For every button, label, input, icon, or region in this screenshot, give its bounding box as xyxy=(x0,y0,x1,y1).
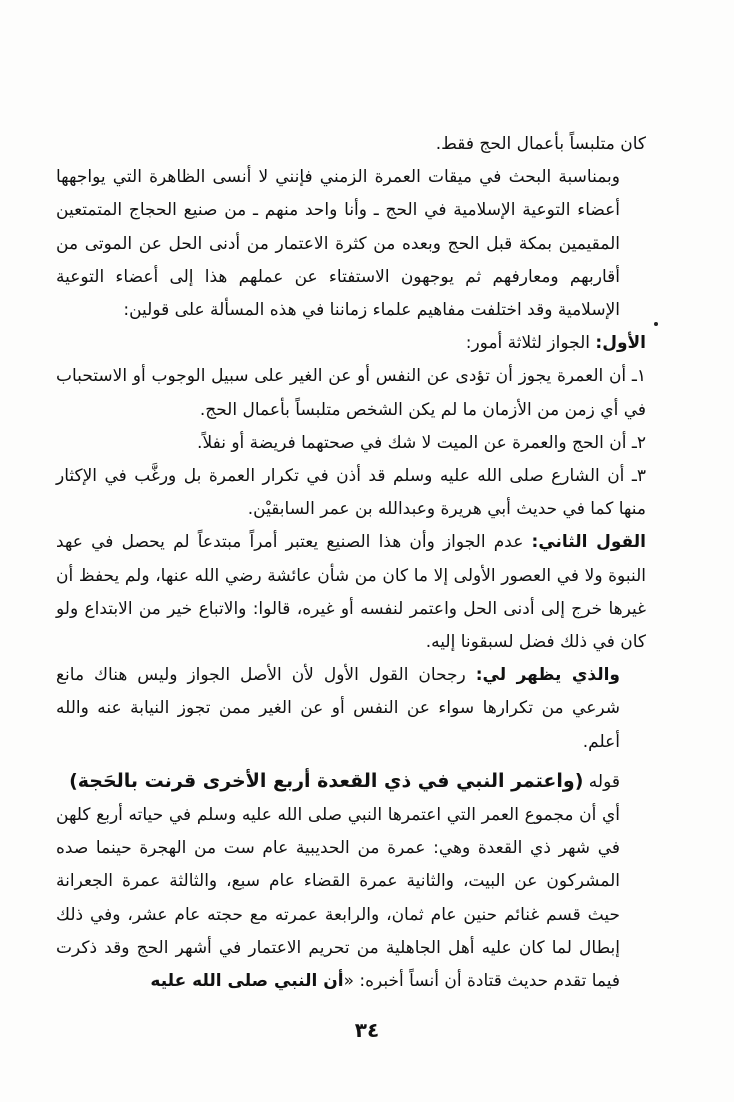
reason-item-1: ١ـ أن العمرة يجوز أن تؤدى عن النفس أو عن الغير على سبيل الوجوب أو الاستحباب في أي زمن من الأزمان ما لم يكن الشخص متلبساً بأعمال الحج. xyxy=(56,366,646,420)
preferred-view-text: رجحان القول الأول لأن الأصل الجواز وليس هناك مانع شرعي من تكرارها سواء عن النفس أو عن الغير ممن تجوز النيابة عنه والله أعلم. xyxy=(56,665,620,752)
preferred-view-paragraph xyxy=(56,659,646,759)
preferred-view-label: والذي يظهر لي: xyxy=(475,665,620,686)
verse-quote-bold: (واعتمر النبي في ذي القعدة أربع الأخرى قرنت بالحَجة) xyxy=(69,769,584,792)
first-opinion-label: الأول: xyxy=(595,333,646,354)
first-opinion-text: الجواز لثلاثة أمور: xyxy=(465,333,596,354)
print-speck xyxy=(654,322,658,326)
first-opinion-heading xyxy=(56,327,646,360)
umrahs-hadith-start: أن النبي صلى الله عليه xyxy=(150,971,344,992)
second-opinion-label: القول الثاني: xyxy=(531,532,646,553)
umrahs-text: أي أن مجموع العمر التي اعتمرها النبي صلى الله عليه وسلم في حياته أربع كلهن في شهر ذي القعدة وهي: عمرة من الحديبية عام ست من الهجرة حينما صده المشركون عن البيت، والثانية عمرة القضاء عام سبع، والثالثة عمرة الجعرانة حيث قسم غنائم حنين عام ثمان، والرابعة عمرته مع حجته عام عشر، وفي ذلك إبطال لما كان عليه أهل الجاهلية من تحريم الاعتمار في أشهر الحج وقد ذكرت فيما تقدم حديث قتادة أن أنساً أخبره: « xyxy=(56,805,620,992)
reason-item-3: ٣ـ أن الشارع صلى الله عليه وسلم قد أذن في تكرار العمرة بل ورغَّب في الإكثار منها كما في حديث أبي هريرة وعبدالله بن عمر السابقيْن. xyxy=(56,466,646,520)
umrahs-paragraph xyxy=(56,799,646,998)
intro-line: كان متلبساً بأعمال الحج فقط. xyxy=(435,134,646,154)
page-number: ٣٤ xyxy=(354,1018,380,1042)
page-body-text xyxy=(56,128,646,998)
second-opinion-text: عدم الجواز وأن هذا الصنيع يعتبر أمراً مبتدعاً لم يحصل في عهد النبوة ولا في العصور الأولى إلا ما كان من شأن عائشة رضي الله عنها، ولم يحفظ أن غيرها خرج إلى أدنى الحل واعتمر لنفسه أو غيره، قالوا: والاتباع خير من الابتداع ولو كان في ذلك فضل لسبقونا إليه. xyxy=(56,532,646,653)
reason-item-2: ٢ـ أن الحج والعمرة عن الميت لا شك في صحتهما فريضة أو نفلاً. xyxy=(197,432,646,453)
second-opinion-paragraph xyxy=(56,526,646,659)
occasion-paragraph: وبمناسبة البحث في ميقات العمرة الزمني فإنني لا أنسى الظاهرة التي يواجهها أعضاء التوعية الإسلامية في الحج ـ وأنا واحد منهم ـ من صنيع الحجاج المتمتعين المقيمين بمكة قبل الحج وبعده من كثرة الاعتمار من أدنى الحل عن الموتى من أقاربهم ومعارفهم ثم يوجهون الاستفتاء عن عملهم هذا إلى أعضاء التوعية الإسلامية وقد اختلفت مفاهيم علماء زماننا في هذه المسألة على قولين: xyxy=(56,167,620,321)
verse-quote-prefix: قوله xyxy=(583,771,620,792)
verse-quote-line xyxy=(56,765,646,799)
